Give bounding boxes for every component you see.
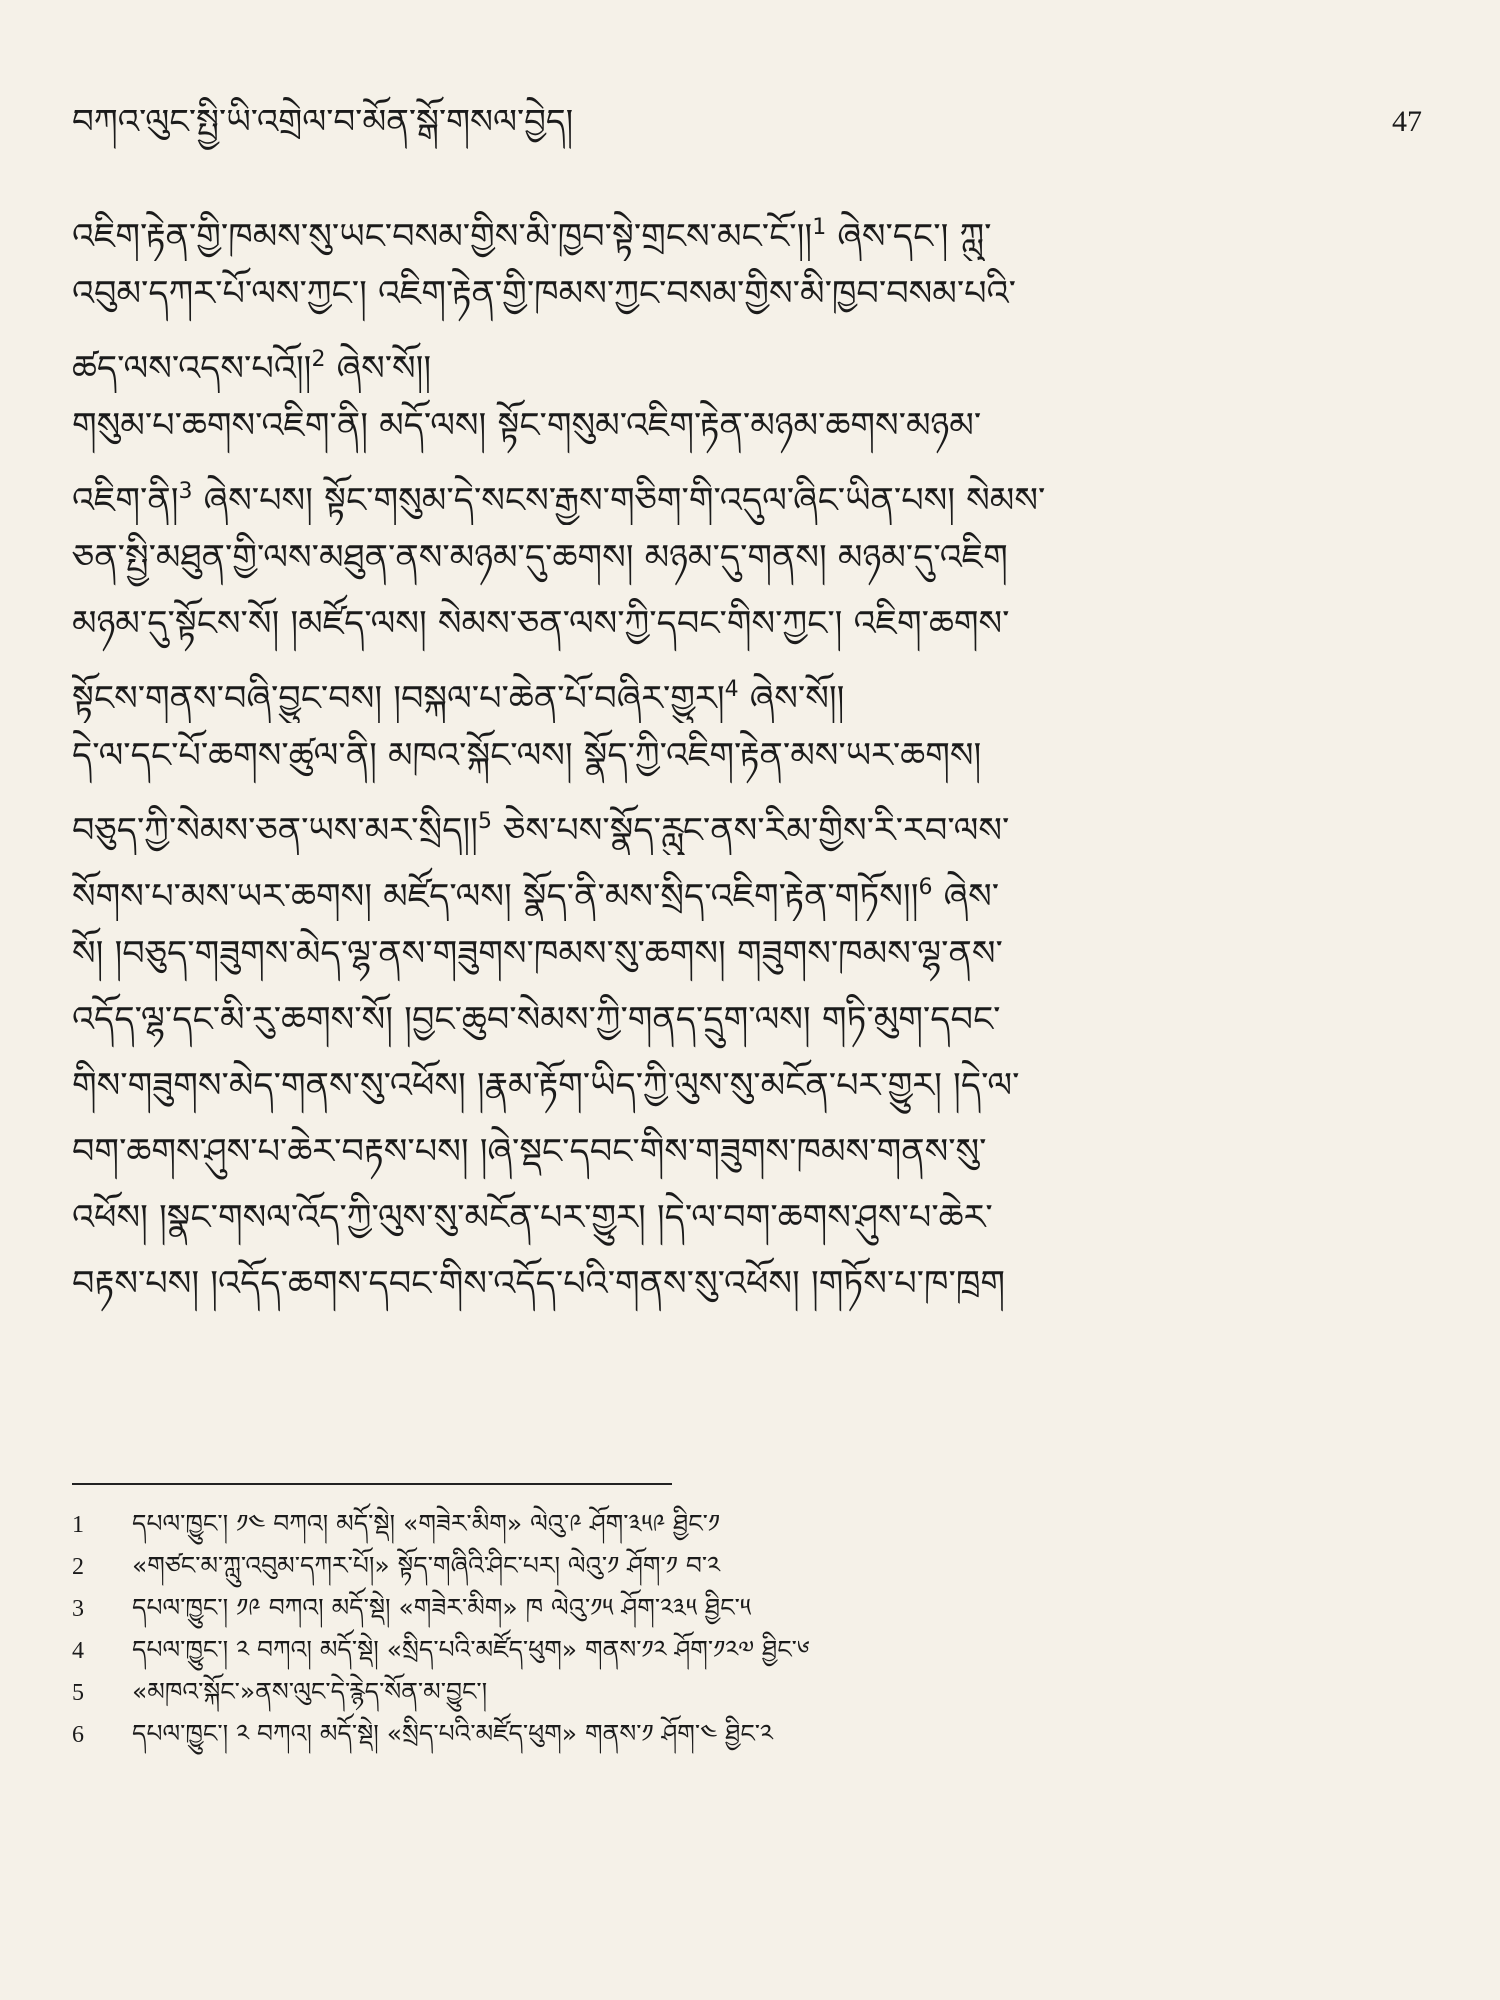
footnote-text: «གཙང་མ་ཀླུ་འབུམ་དཀར་པོ།» སྟོད་གཞིའི་ཤིང་པར། ལེའུ་༡ ཤོག་༡ བ་༢ [132, 1551, 721, 1580]
body-line [72, 723, 1422, 789]
footnote-reference: 4 [724, 677, 739, 702]
footnote-text: དཔལ་ཁྱུང་། ༡༩ བཀའ། མདོ་སྡེ། «གཟེར་མིག» ཁ ལེའུ་༡༥ ཤོག་༢༣༥ ཐྱིང་༥ [132, 1593, 751, 1622]
footnote-reference: 2 [311, 347, 326, 372]
body-line-text: དེ་ལ་དང་པོ་ཆགས་ཚུལ་ནི། མཁའ་སྐོང་ལས། སྣོད་ཀྱི་འཇིག་རྟེན་མས་ཡར་ཆགས། [72, 736, 982, 776]
footnote [72, 1629, 1422, 1671]
body-line [72, 987, 1422, 1053]
footnote-text: དཔལ་ཁྱུང་། ༢ བཀའ། མདོ་སྡེ། «སྲིད་པའི་མཛོད་ཕུག» གནས་༡ ཤོག་༤ ཐྱིང་༢ [132, 1719, 773, 1748]
footnote [72, 1545, 1422, 1587]
footnote-reference: 6 [918, 875, 933, 900]
body-line [72, 1251, 1422, 1317]
body-line-tail: ཅེས་པས་སྣོད་རླུང་ནས་རིམ་གྱིས་རི་རབ་ལས་ [491, 811, 1010, 851]
footnote [72, 1713, 1422, 1755]
body-line-tail: ཞེས་དང་། ཀླུ་ [826, 217, 992, 257]
body-line [72, 1053, 1422, 1119]
body-line-text: ཚད་ལས་འདས་པའོ།། [72, 349, 312, 389]
footnote-number: 1 [72, 1512, 84, 1538]
body-line-text: འཇིག་ནི། [72, 481, 179, 521]
body-line [72, 921, 1422, 987]
body-line [72, 657, 1422, 723]
footnote-number: 2 [72, 1554, 84, 1580]
body-line [72, 789, 1422, 855]
body-line-text: གིས་གཟུགས་མེད་གནས་སུ་འཕོས། །རྣམ་རྟོག་ཡིད་ཀྱི་ལུས་སུ་མངོན་པར་གྱུར། །དེ་ལ་ [72, 1066, 1020, 1106]
footnote-reference: 3 [178, 479, 193, 504]
body-line [72, 459, 1422, 525]
footnote-number: 5 [72, 1680, 84, 1706]
body-line [72, 261, 1422, 327]
body-line [72, 327, 1422, 393]
body-line [72, 393, 1422, 459]
body-line-tail: ཞེས་སོ།། [325, 349, 432, 389]
body-line-text: བག་ཆགས་ཤུས་པ་ཆེར་བརྟས་པས། །ཞེ་སྡང་དབང་གིས་གཟུགས་ཁམས་གནས་སུ་ [72, 1132, 987, 1172]
running-title: བཀའ་ལུང་སྤྱི་ཡི་འགྲེལ་བ་མོན་སྒོ་གསལ་བྱེད། [72, 102, 574, 142]
body-line [72, 591, 1422, 657]
body-line-text: སྟོངས་གནས་བཞི་བྱུང་བས། །བསྐལ་པ་ཆེན་པོ་བཞིར་གྱུར། [72, 679, 725, 719]
footnote-number: 3 [72, 1596, 84, 1622]
footnote [72, 1503, 1422, 1545]
footnote-rule [72, 1483, 672, 1485]
footnote-text: དཔལ་ཁྱུང་། ༡༤ བཀའ། མདོ་སྡེ། «གཟེར་མིག» ལེའུ་༩ ཤོག་༣༥༩ ཐྱིང་༡ [132, 1509, 721, 1538]
body-line [72, 1119, 1422, 1185]
body-line-tail: ཞེས་པས། སྟོང་གསུམ་དེ་སངས་རྒྱས་གཅིག་གི་འདུལ་ཞིང་ཡིན་པས། སེམས་ [192, 481, 1046, 521]
footnote-text: དཔལ་ཁྱུང་། ༢ བཀའ། མདོ་སྡེ། «སྲིད་པའི་མཛོད་ཕུག» གནས་༡༢ ཤོག་༡༢༧ ཐྱིང་༦ [132, 1635, 810, 1664]
body-text [72, 195, 1422, 1317]
footnote [72, 1671, 1422, 1713]
body-line-text: འབུམ་དཀར་པོ་ལས་ཀྱང་། འཇིག་རྟེན་གྱི་ཁམས་ཀྱང་བསམ་གྱིས་མི་ཁྱབ་བསམ་པའི་ [72, 274, 1017, 314]
footnote-text: «མཁའ་སྐོང་»ནས་ལུང་དེ་རྙེད་སོན་མ་བྱུང་། [132, 1677, 488, 1706]
body-line [72, 525, 1422, 591]
body-line [72, 1185, 1422, 1251]
footnote-reference: 5 [477, 809, 492, 834]
footnote [72, 1587, 1422, 1629]
page-number: 47 [1392, 105, 1422, 138]
body-line-text: གསུམ་པ་ཆགས་འཇིག་ནི། མདོ་ལས། སྟོང་གསུམ་འཇིག་རྟེན་མཉམ་ཆགས་མཉམ་ [72, 406, 982, 446]
body-line-text: སོགས་པ་མས་ཡར་ཆགས། མཛོད་ལས། སྣོད་ནི་མས་སྲིད་འཇིག་རྟེན་གཏོས།། [72, 877, 919, 917]
body-line [72, 195, 1422, 261]
footnote-number: 6 [72, 1722, 84, 1748]
body-line-text: འདོད་ལྷ་དང་མི་རུ་ཆགས་སོ། །བྱང་ཆུབ་སེམས་ཀྱི་གནད་དྲུག་ལས། གཏི་མུག་དབང་ [72, 1000, 1001, 1040]
footnote-number: 4 [72, 1638, 84, 1664]
body-line-tail: ཞེས་སོ།། [738, 679, 845, 719]
body-line-text: འཇིག་རྟེན་གྱི་ཁམས་སུ་ཡང་བསམ་གྱིས་མི་ཁྱབ་སྟེ་གྲངས་མང་ངོ་།། [72, 217, 813, 257]
footnotes [72, 1503, 1422, 1755]
body-line-text: བརྟས་པས། །འདོད་ཆགས་དབང་གིས་འདོད་པའི་གནས་སུ་འཕོས། །གཏོས་པ་ཁ་ཁྲག [72, 1264, 1005, 1304]
body-line-text: མཉམ་དུ་སྟོངས་སོ། །མཛོད་ལས། སེམས་ཅན་ལས་ཀྱི་དབང་གིས་ཀྱང་། འཇིག་ཆགས་ [72, 604, 1010, 644]
body-line-text: སོ། །བཅུད་གཟུགས་མེད་ལྷ་ནས་གཟུགས་ཁམས་སུ་ཆགས། གཟུགས་ཁམས་ལྷ་ནས་ [72, 934, 1003, 974]
footnote-reference: 1 [812, 215, 827, 240]
body-line-text: ཅན་སྤྱི་མཐུན་གྱི་ལས་མཐུན་ནས་མཉམ་དུ་ཆགས། མཉམ་དུ་གནས། མཉམ་དུ་འཇིག [72, 538, 1008, 578]
body-line-tail: ཞེས་ [932, 877, 1000, 917]
body-line-text: འཕོས། །སྣང་གསལ་འོད་ཀྱི་ལུས་སུ་མངོན་པར་གྱུར། །དེ་ལ་བག་ཆགས་ཤུས་པ་ཆེར་ [72, 1198, 993, 1238]
body-line-text: བཅུད་ཀྱི་སེམས་ཅན་ཡས་མར་སྲིད།། [72, 811, 478, 851]
running-head [72, 92, 1422, 152]
body-line [72, 855, 1422, 921]
